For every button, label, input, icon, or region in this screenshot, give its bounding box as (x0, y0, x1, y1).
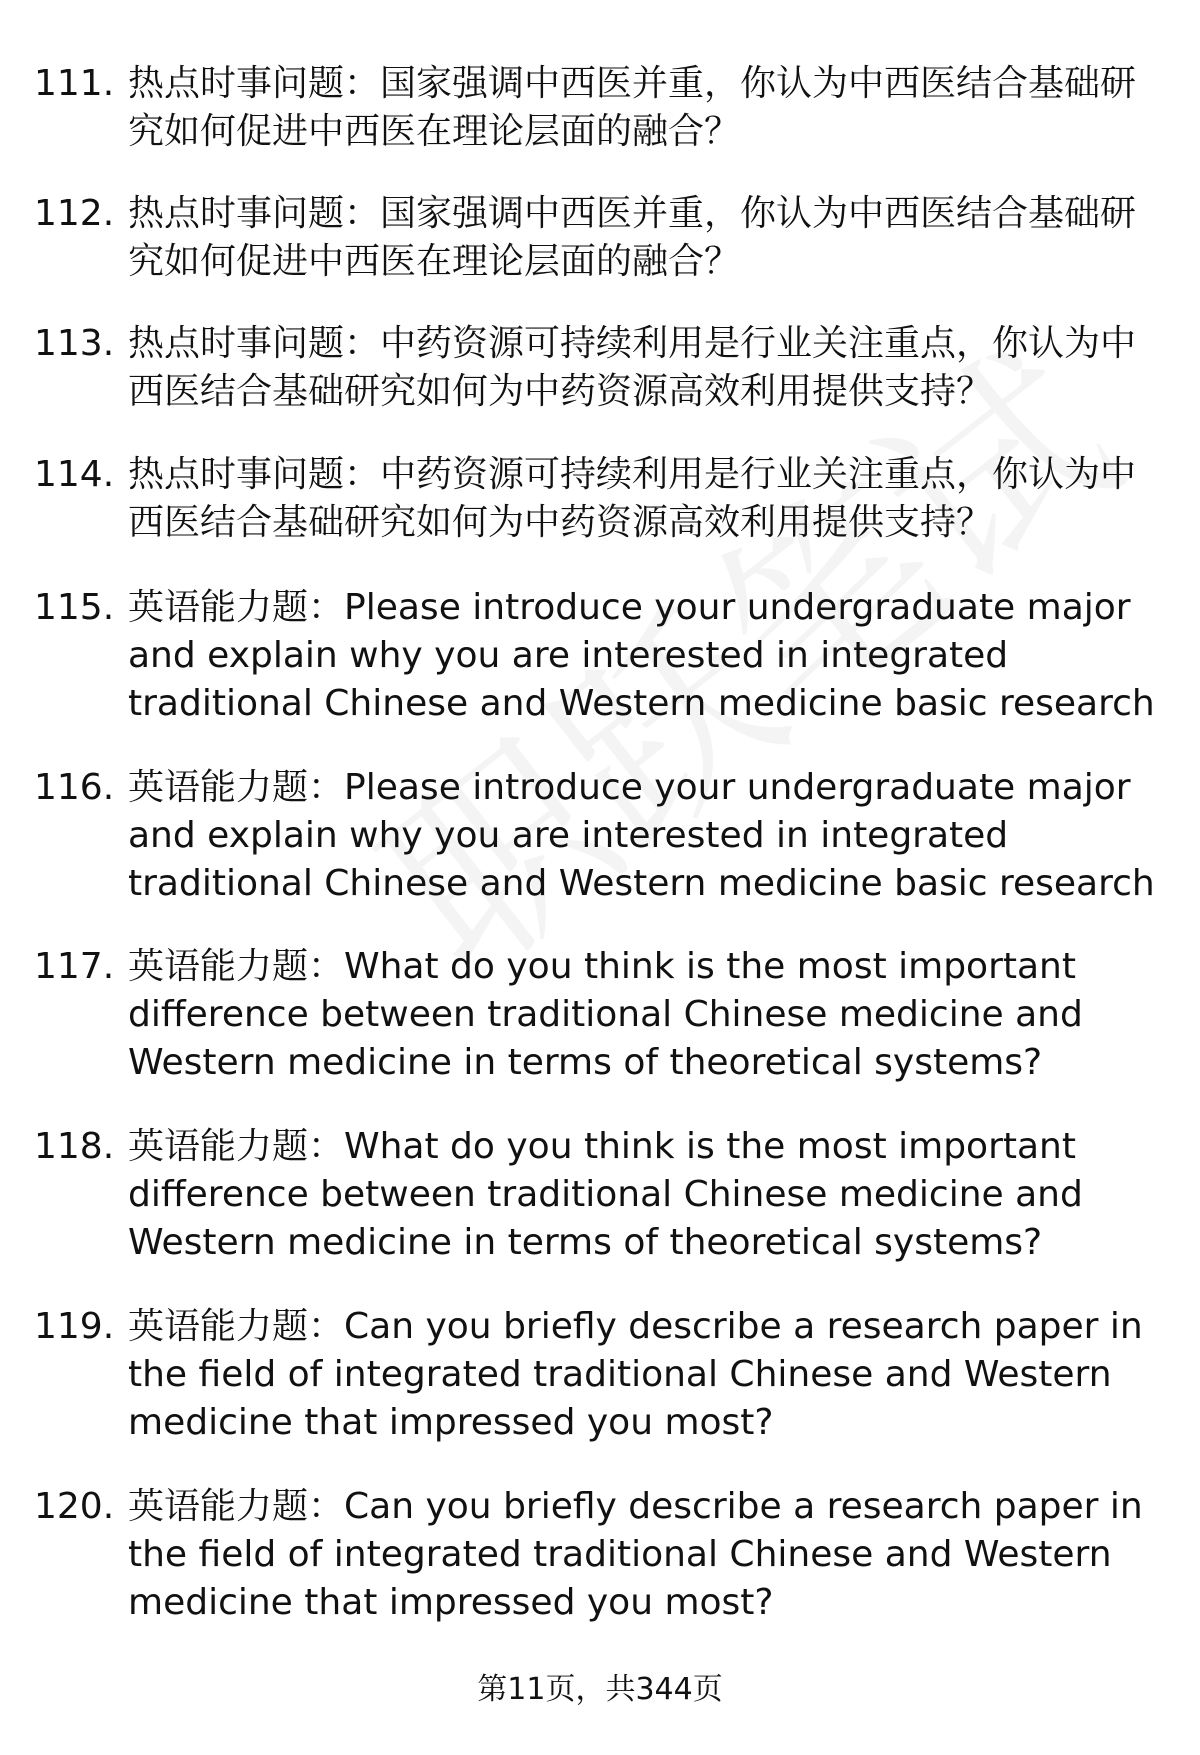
question-category: 英语能力题： (128, 767, 345, 808)
question-text: 国家强调中西医并重，你认为中西医结合基础研究如何促进中西医在理论层面的融合？ (128, 193, 1137, 282)
question-text: Can you briefly describe a research paper in the field of integrated traditional Chinese and Western medicine that impressed you most? (128, 1486, 1143, 1623)
question-text: Can you briefly describe a research paper in the field of integrated traditional Chinese and Western medicine that impressed you most? (128, 1306, 1143, 1443)
question-number: 120. (34, 1486, 115, 1527)
question-body (128, 60, 1170, 156)
question-text: What do you think is the most important difference between traditional Chinese medicine and Western medicine in terms of theoretical systems? (128, 946, 1083, 1083)
question-body (128, 451, 1170, 547)
question-number: 118. (34, 1126, 115, 1167)
question-category: 英语能力题： (128, 587, 345, 628)
question-text: 中药资源可持续利用是行业关注重点，你认为中西医结合基础研究如何为中药资源高效利用提供支持？ (128, 323, 1137, 412)
question-body (128, 1303, 1170, 1447)
question-body (128, 1123, 1170, 1267)
question-text: 中药资源可持续利用是行业关注重点，你认为中西医结合基础研究如何为中药资源高效利用提供支持？ (128, 454, 1137, 543)
question-category: 英语能力题： (128, 1126, 345, 1167)
question-text: 国家强调中西医并重，你认为中西医结合基础研究如何促进中西医在理论层面的融合？ (128, 63, 1137, 152)
question-category: 热点时事问题： (128, 323, 381, 364)
question-number: 119. (34, 1306, 115, 1347)
question-text: Please introduce your undergraduate major and explain why you are interested in integrated traditional Chinese and Western medicine basic research (128, 587, 1155, 724)
question-category: 热点时事问题： (128, 454, 381, 495)
question-number: 115. (34, 587, 115, 628)
question-body (128, 190, 1170, 286)
question-body (128, 1483, 1170, 1627)
question-body (128, 764, 1170, 908)
question-category: 热点时事问题： (128, 63, 381, 104)
question-number: 116. (34, 767, 115, 808)
question-number: 111. (34, 63, 115, 104)
question-category: 英语能力题： (128, 946, 345, 987)
question-number: 113. (34, 323, 115, 364)
question-text: What do you think is the most important difference between traditional Chinese medicine and Western medicine in terms of theoretical systems? (128, 1126, 1083, 1263)
page-number-footer: 第11页，共344页 (477, 1672, 723, 1707)
question-body (128, 584, 1170, 728)
question-body (128, 943, 1170, 1087)
question-category: 热点时事问题： (128, 193, 381, 234)
question-number: 117. (34, 946, 115, 987)
question-number: 112. (34, 193, 115, 234)
question-body (128, 320, 1170, 416)
question-category: 英语能力题： (128, 1486, 345, 1527)
question-category: 英语能力题： (128, 1306, 345, 1347)
question-text: Please introduce your undergraduate major and explain why you are interested in integrated traditional Chinese and Western medicine basic research (128, 767, 1155, 904)
question-number: 114. (34, 454, 115, 495)
